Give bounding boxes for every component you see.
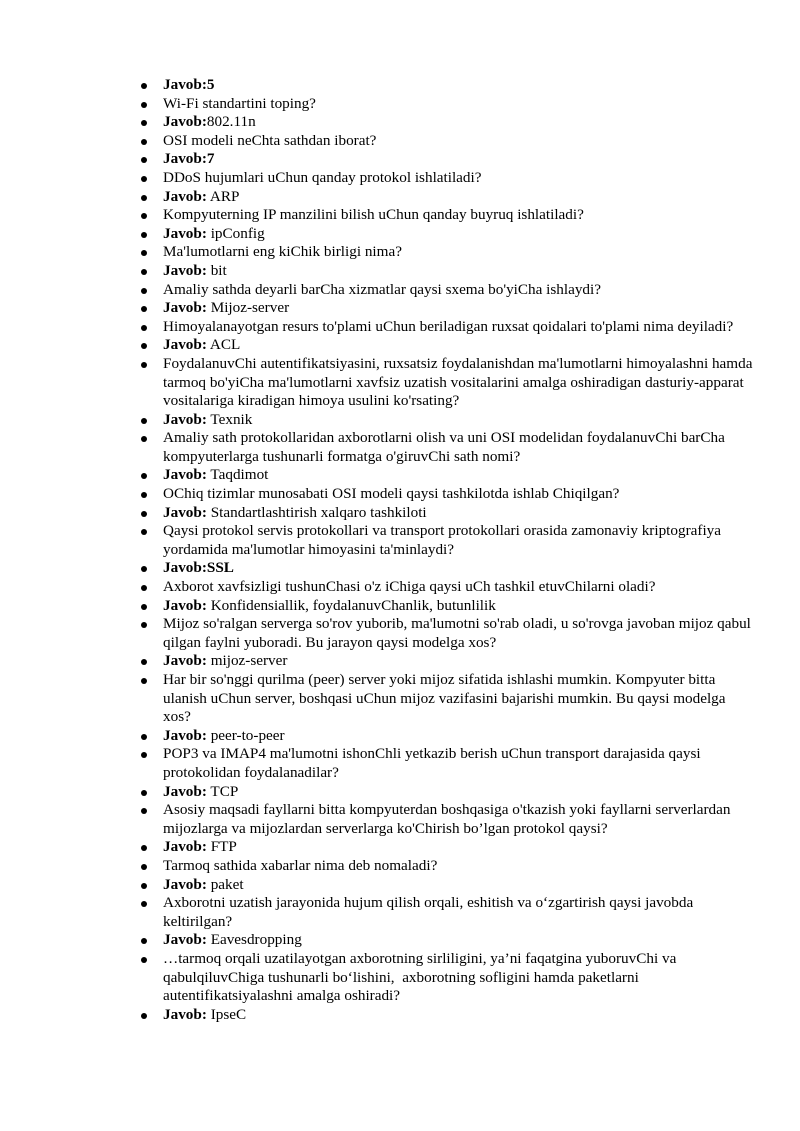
question-text: Himoyalanayotgan resurs to'plami uChun beriladigan ruxsat qoidalari to'plami nima deyiladi? [163,317,734,335]
question-text: Asosiy maqsadi fayllarni bitta kompyuterdan boshqasiga o'tkazish yoki fayllarni serverlardan mijozlarga va mijozlardan serverlarga ko'Chirish bo’lgan protokol qaysi? [163,801,735,837]
answer-item [163,336,753,355]
answer-item [163,76,753,95]
answer-text: Standartlashtirish xalqaro tashkiloti [206,503,427,521]
answer-label: Javob: [163,782,207,800]
answer-text: bit [206,261,227,279]
answer-label: Javob: [163,224,207,242]
question-item [163,132,753,151]
answer-label: Javob: [163,187,207,205]
answer-text: TCP [206,782,239,800]
question-text: Wi-Fi standartini toping? [163,94,316,112]
answer-label: Javob: [163,931,207,949]
answer-label: Javob: [163,559,207,577]
answer-item [163,262,753,281]
answer-item [163,652,753,671]
question-item [163,671,753,727]
question-item [163,950,753,1006]
answer-label: Javob: [163,113,207,131]
answer-text: ipConfig [206,224,265,242]
answer-item [163,559,753,578]
answer-text: paket [206,875,244,893]
question-item [163,169,753,188]
question-text: Har bir so'nggi qurilma (peer) server yoki mijoz sifatida ishlashi mumkin. Kompyuter bitta ulanish uChun server, boshqasi uChun mijoz vazifasini bajarishi mumkin. Bu qaysi modelga xos? [163,671,730,726]
question-item [163,857,753,876]
answer-item [163,931,753,950]
answer-label: Javob: [163,261,207,279]
question-item [163,95,753,114]
answer-text: Texnik [206,410,253,428]
question-text: POP3 va IMAP4 ma'lumotni ishonChli yetkazib berish uChun transport darajasida qaysi protokolidan foydalanadilar? [163,745,705,781]
answer-label: Javob: [163,336,207,354]
question-text: FoydalanuvChi autentifikatsiyasini, ruxsatsiz foydalanishdan ma'lumotlarni himoyalashni hamda tarmoq bo'yiCha ma'lumotlarni xavfsiz uzatish vositalarini amalga oshiradigan dasturiy-apparat vositalariga kiradigan himoya usulini ko'rsating? [163,354,757,410]
question-item [163,318,753,337]
answer-label: Javob: [163,76,207,93]
question-item [163,745,753,782]
question-text: Axborot xavfsizligi tushunChasi o'z iChiga qaysi uCh tashkil etuvChilarni oladi? [163,578,656,596]
answer-text: Taqdimot [206,466,269,484]
answer-label: Javob: [163,299,207,317]
answer-label: Javob: [163,503,207,521]
answer-text: mijoz-server [206,652,288,670]
answer-label: Javob: [163,466,207,484]
qa-list [163,76,757,1024]
answer-item [163,838,753,857]
answer-item [163,225,753,244]
question-item [163,429,753,466]
answer-label: Javob: [163,596,207,614]
question-item [163,801,753,838]
answer-item [163,466,753,485]
answer-label: Javob: [163,652,207,670]
answer-text: ARP [206,187,240,205]
answer-label: Javob: [163,726,207,744]
answer-item [163,597,753,616]
answer-text: Eavesdropping [206,931,302,949]
answer-text: peer-to-peer [206,726,285,744]
answer-label: Javob: [163,1005,207,1023]
question-text: OSI modeli neChta sathdan iborat? [163,131,377,149]
question-text: Ma'lumotlarni eng kiChik birligi nima? [163,243,402,261]
answer-label: Javob: [163,150,207,168]
question-text: Kompyuterning IP manzilini bilish uChun qanday buyruq ishlatiladi? [163,206,584,224]
question-text: Amaliy sath protokollaridan axborotlarni olish va uni OSI modelidan foydalanuvChi barCha kompyuterlarga tushunarli formatga o'giruvChi sath nomi? [163,429,729,465]
answer-text: 7 [206,150,215,168]
question-text: DDoS hujumlari uChun qanday protokol ishlatiladi? [163,168,482,186]
question-item [163,894,753,931]
answer-text: FTP [206,838,237,856]
question-item [163,243,753,262]
question-item [163,485,753,504]
answer-text: IpseC [206,1005,247,1023]
answer-item [163,113,753,132]
answer-item [163,783,753,802]
answer-item [163,188,753,207]
answer-label: Javob: [163,875,207,893]
answer-item [163,299,753,318]
question-text: Mijoz so'ralgan serverga so'rov yuborib, ma'lumotni so'rab oladi, u so'rovga javoban mijoz qabul qilgan faylni yuboradi. Bu jarayon qaysi modelga xos? [163,615,755,651]
question-item [163,578,753,597]
question-text: Tarmoq sathida xabarlar nima deb nomaladi? [163,856,438,874]
answer-label: Javob: [163,838,207,856]
question-text: Amaliy sathda deyarli barCha xizmatlar qaysi sxema bo'yiCha ishlaydi? [163,280,601,298]
answer-text: SSL [206,559,234,577]
question-text: OChiq tizimlar munosabati OSI modeli qaysi tashkilotda ishlab Chiqilgan? [163,485,620,503]
answer-text: Mijoz-server [206,299,290,317]
answer-label: Javob: [163,410,207,428]
answer-item [163,1006,753,1025]
answer-text: ACL [206,336,241,354]
answer-text: 802.11n [206,113,256,131]
question-item [163,354,757,411]
question-text: Axborotni uzatish jarayonida hujum qilish orqali, eshitish va o‘zgartirish qaysi javobda keltirilgan? [163,894,697,930]
answer-item [163,504,753,523]
answer-item [163,150,753,169]
answer-item [163,727,753,746]
question-text: Qaysi protokol servis protokollari va transport protokollari orasida zamonaviy kriptografiya yordamida ma'lumotlar himoyasini ta'minlaydi? [163,522,725,558]
question-item [163,206,753,225]
answer-item [163,876,753,895]
question-item [163,522,753,559]
question-text: …tarmoq orqali uzatilayotgan axborotning sirliligini, ya’ni faqatgina yuboruvChi va qabulqiluvChiga tushunarli bo‘lishini, axborotning sofligini hamda paketlarni autentifikatsiyalashni amalga oshiradi? [163,949,681,1005]
question-item [163,615,753,652]
answer-text: 5 [206,76,215,93]
question-item [163,281,753,300]
answer-item [163,411,753,430]
answer-text: Konfidensiallik, foydalanuvChanlik, butunlilik [206,596,496,614]
